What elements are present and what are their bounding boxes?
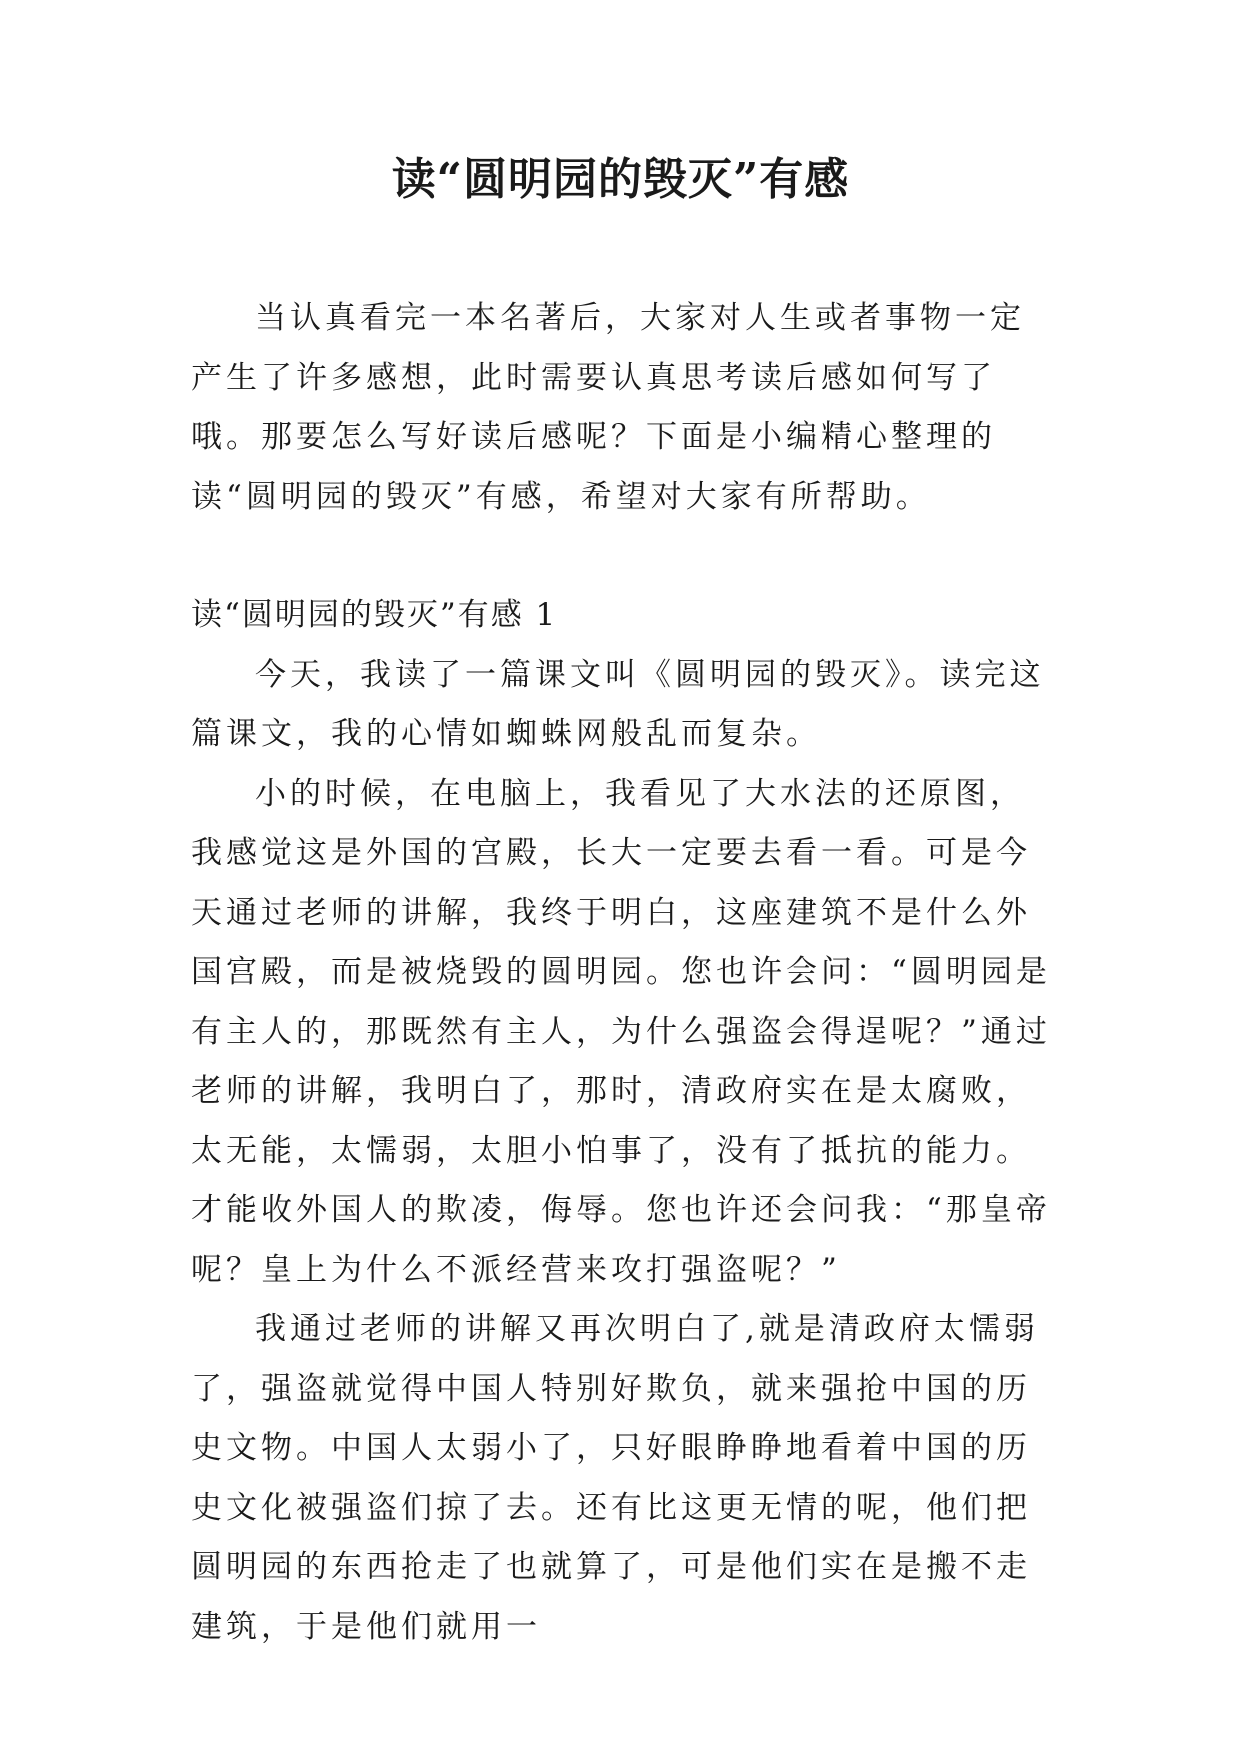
- body-paragraph-1: 今天，我读了一篇课文叫《圆明园的毁灭》。读完这篇课文，我的心情如蜘蛛网般乱而复杂。: [191, 656, 1045, 752]
- document-title: 读“圆明园的毁灭”有感: [391, 154, 850, 205]
- document-body: [191, 289, 1051, 1657]
- section-heading: 读“圆明园的毁灭”有感 1: [191, 597, 558, 633]
- body-paragraph-3: 我通过老师的讲解又再次明白了,就是清政府太懦弱了，强盗就觉得中国人特别好欺负，就来强抢中国的历史文物。中国人太弱小了，只好眼睁睁地看着中国的历史文化被强盗们掠了去。还有比这更无情的呢，他们把圆明园的东西抢走了也就算了，可是他们实在是搬不走建筑，于是他们就用一: [191, 1311, 1039, 1645]
- body-paragraph-2: 小的时候，在电脑上，我看见了大水法的还原图，我感觉这是外国的宫殿，长大一定要去看一看。可是今天通过老师的讲解，我终于明白，这座建筑不是什么外国宫殿，而是被烧毁的圆明园。您也许会问：“圆明园是有主人的，那既然有主人，为什么强盗会得逞呢？”通过老师的讲解，我明白了，那时，清政府实在是太腐败，太无能，太懦弱，太胆小怕事了，没有了抵抗的能力。才能收外国人的欺凌，侮辱。您也许还会问我：“那皇帝呢？皇上为什么不派经营来攻打强盗呢？”: [191, 775, 1051, 1288]
- intro-paragraph: 当认真看完一本名著后，大家对人生或者事物一定产生了许多感想，此时需要认真思考读后感如何写了哦。那要怎么写好读后感呢？下面是小编精心整理的读“圆明园的毁灭”有感，希望对大家有所帮助。: [191, 300, 1025, 515]
